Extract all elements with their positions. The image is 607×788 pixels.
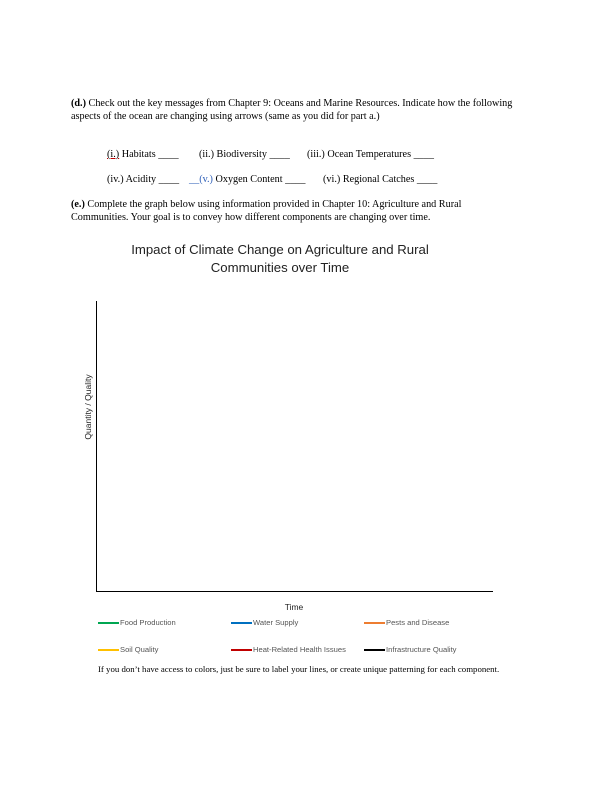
legend-swatch: [364, 622, 385, 624]
legend-item-food-production: [98, 618, 176, 627]
legend-item-soil-quality: [98, 645, 158, 654]
question-item-number: (ii.): [199, 149, 214, 160]
part-e-paragraph: [71, 198, 511, 224]
legend-label: Food Production: [120, 618, 176, 627]
part-e-label: (e.): [71, 199, 85, 210]
question-item-number: __(v.): [189, 174, 213, 185]
question-item-number: (iii.): [307, 149, 325, 160]
question-item-text: Habitats ____: [121, 149, 179, 160]
chart-x-axis-label: Time: [284, 602, 304, 612]
chart-x-axis: [96, 591, 493, 592]
legend-item-heat-related-health-issues: [231, 645, 346, 654]
legend-item-infrastructure-quality: [364, 645, 456, 654]
question-item-text: Ocean Temperatures ____: [327, 149, 434, 160]
question-item-biodiversity: [199, 149, 290, 160]
question-item-habitats: [107, 149, 179, 160]
question-item-text: Regional Catches ____: [342, 174, 438, 185]
legend-swatch: [98, 649, 119, 651]
question-item-acidity: [107, 174, 179, 185]
question-item-number: (iv.): [107, 174, 124, 185]
part-d-text: Check out the key messages from Chapter 9: Oceans and Marine Resources. Indicate how the following aspects of the ocean are changing using arrows (same as you did for part a.): [71, 98, 513, 122]
question-item-number: (i.): [107, 149, 120, 160]
chart-y-axis-label: Quantity / Quality: [83, 374, 93, 440]
legend-label: Heat-Related Health Issues: [253, 645, 346, 654]
legend-swatch: [364, 649, 385, 651]
question-item-text: Oxygen Content ____: [215, 174, 306, 185]
legend-label: Water Supply: [253, 618, 299, 627]
legend-swatch: [231, 649, 252, 651]
legend-item-pests-and-disease: [364, 618, 449, 627]
question-item-ocean-temperatures: [307, 149, 434, 160]
chart-title: Impact of Climate Change on Agriculture and Rural Communities over Time: [131, 242, 429, 275]
question-item-oxygen-content: [189, 174, 305, 185]
question-item-number: (vi.): [323, 174, 341, 185]
part-e-text: Complete the graph below using information provided in Chapter 10: Agriculture and Rural Communities. Your goal is to convey how different components are changing over time.: [71, 199, 462, 223]
part-d-label: (d.): [71, 98, 86, 109]
question-item-text: Acidity ____: [125, 174, 180, 185]
question-item-text: Biodiversity ____: [216, 149, 290, 160]
legend-swatch: [98, 622, 119, 624]
color-note: If you don’t have access to colors, just be sure to label your lines, or create unique patterning for each component.: [98, 664, 500, 674]
legend-label: Pests and Disease: [386, 618, 450, 627]
question-item-regional-catches: [323, 174, 437, 185]
legend-label: Infrastructure Quality: [386, 645, 457, 654]
chart-y-axis: [96, 301, 97, 592]
part-d-paragraph: [71, 97, 521, 123]
legend-swatch: [231, 622, 252, 624]
legend-item-water-supply: [231, 618, 298, 627]
legend-label: Soil Quality: [120, 645, 159, 654]
